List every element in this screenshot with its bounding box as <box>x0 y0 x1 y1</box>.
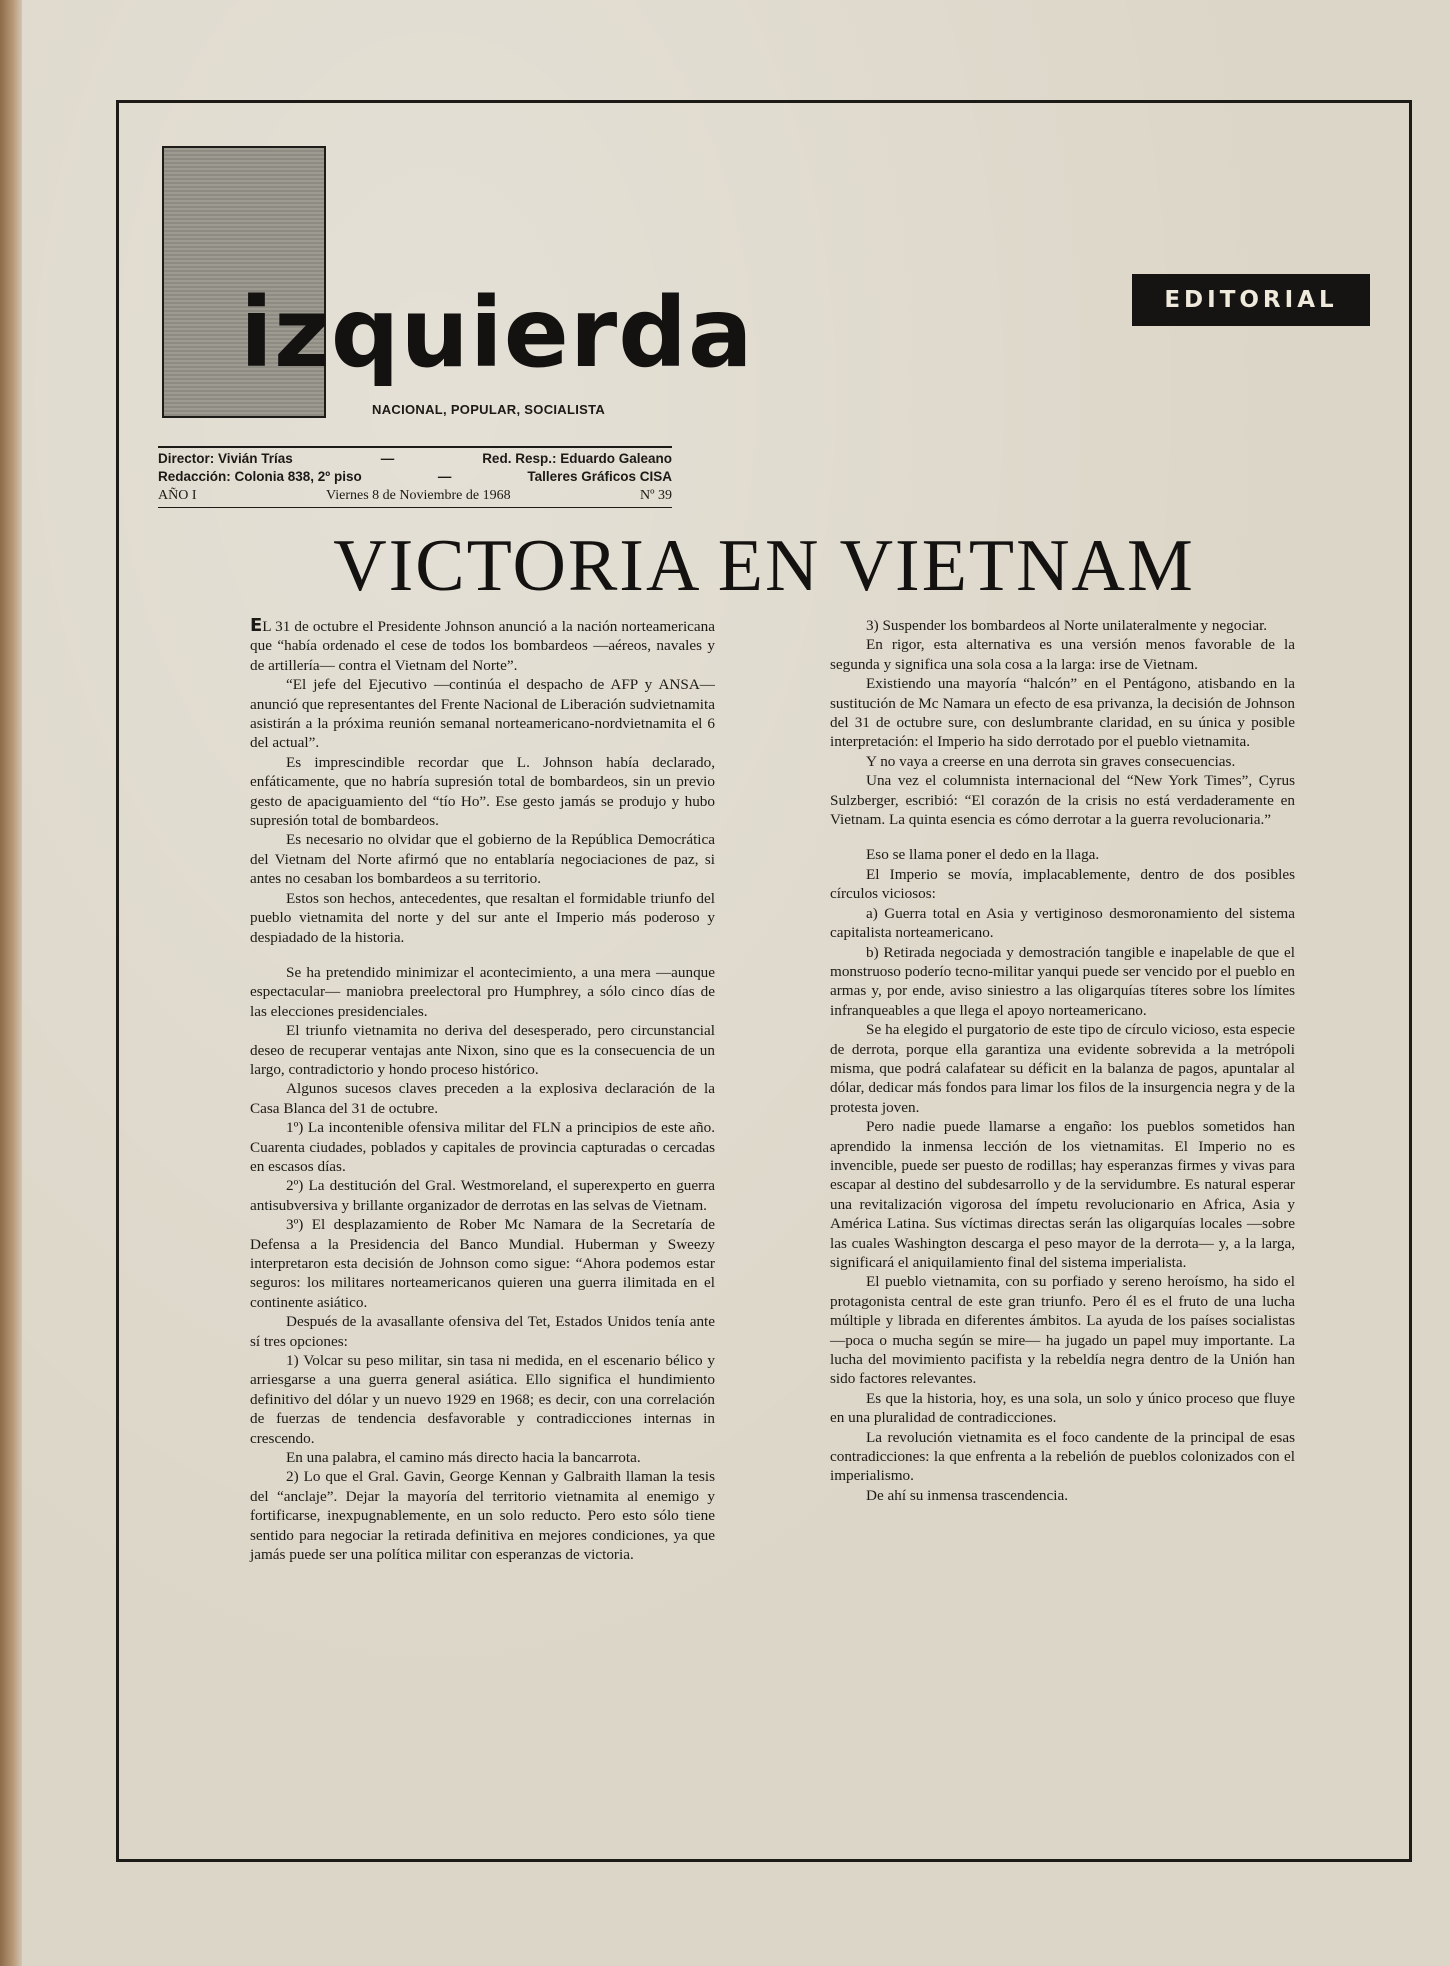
drop-cap: E <box>250 615 263 636</box>
article-paragraph: Después de la avasallante ofensiva del Tet, Estados Unidos tenía ante sí tres opciones: <box>250 1313 715 1350</box>
masthead-logo: izquierda <box>240 277 754 389</box>
article-paragraph: Algunos sucesos claves preceden a la explosiva declaración de la Casa Blanca del 31 de octubre. <box>250 1080 715 1117</box>
article-paragraph: Y no vaya a creerse en una derrota sin graves consecuencias. <box>866 752 1236 770</box>
article-paragraph <box>250 616 715 675</box>
article-paragraph: 2) Lo que el Gral. Gavin, George Kennan y Galbraith llaman la tesis del “anclaje”. Dejar la mayoría del territorio vietnamita al enemigo y fortificarse, inexpugnablemente, en un solo reducto. Pero esto sólo tiene sentido para negociar la retirada definitiva en mejores condiciones, ya que jamás puede ser una política militar con esperanzas de victoria. <box>250 1468 715 1564</box>
article-paragraph: De ahí su inmensa trascendencia. <box>866 1486 1068 1504</box>
article-paragraph: Es necesario no olvidar que el gobierno de la República Democrática del Vietnam del Norte afirmó que no entablaría negociaciones de paz, si antes no cesaban los bombardeos a su territorio. <box>250 831 715 888</box>
page-binding-edge <box>0 0 22 1966</box>
section-label-editorial: EDITORIAL <box>1132 274 1370 326</box>
newsroom-address: Redacción: Colonia 838, 2º piso <box>158 469 362 484</box>
headline: VICTORIA EN VIETNAM <box>333 525 1195 607</box>
article-paragraph: Estos son hechos, antecedentes, que resaltan el formidable triunfo del pueblo vietnamita del norte y del sur ante el Imperio más poderoso y despiadado de la historia. <box>250 889 715 946</box>
masthead-tagline: NACIONAL, POPULAR, SOCIALISTA <box>372 402 606 417</box>
printer-credit: Talleres Gráficos CISA <box>527 469 672 484</box>
article-column-left <box>250 616 715 1565</box>
article-paragraph: Es que la historia, hoy, es una sola, un solo y único proceso que fluye en una pluralidad de contradicciones. <box>830 1389 1295 1427</box>
article-paragraph: La revolución vietnamita es el foco candente de la principal de esas contradicciones: la que enfrenta a la rebelión de pueblos colonizados con el imperialismo. <box>830 1428 1295 1485</box>
article-paragraph: Pero nadie puede llamarse a engaño: los pueblos sometidos han aprendido la inmensa lección de los vietnamitas. El Imperio no es invencible, puede ser puesto de rodillas; hay esperanzas firmes y vivas para escapar al destino del subdesarrollo y de la servidumbre. Es natural esperar una revitalización vigorosa del ímpetu revolucionario en Africa, Asia y América Latina. Sus víctimas directas serán las oligarquías locales —sobre las cuales Washington descarga el peso mayor de la derrota— y, a la larga, significará el aniquilamiento final del sistema imperialista. <box>830 1118 1295 1271</box>
editor-credit: Red. Resp.: Eduardo Galeano <box>482 451 672 466</box>
issue-date: Viernes 8 de Noviembre de 1968 <box>325 488 511 503</box>
article-lead-text: L 31 de octubre el Presidente Johnson anunció a la nación norteamericana que “había ordenado el cese de todos los bombardeos —aéreos, navales y de artillería— contra el Vietnam del Norte”. <box>250 618 715 674</box>
article-paragraph: 1º) La incontenible ofensiva militar del FLN a principios de este año. Cuarenta ciudades, poblados y capitales de provincia capturadas o cercadas en escasos días. <box>250 1119 715 1175</box>
article-paragraph: El Imperio se movía, implacablemente, dentro de dos posibles círculos viciosos: <box>830 865 1295 903</box>
article-paragraph: b) Retirada negociada y demostración tangible e inapelable de que el monstruoso poderío tecno-militar yanqui puede ser vencido por el pueblo en armas y, por ende, aviso siniestro a las oligarquías títeres sobre los límites infranqueables a que llega el apoyo norteamericano. <box>830 943 1295 1019</box>
article-paragraph: El triunfo vietnamita no deriva del desesperado, pero circunstancial deseo de recuperar ventajas ante Nixon, sino que es la consecuencia de un largo, contradictorio y hondo proceso histórico. <box>250 1022 715 1078</box>
article-paragraph: 2º) La destitución del Gral. Westmoreland, el superexperto en guerra antisubversiva y brillante organizador de derrotas en las selvas de Vietnam. <box>250 1177 715 1214</box>
article-paragraph: Existiendo una mayoría “halcón” en el Pentágono, atisbando en la sustitución de Mc Namara un efecto de esa privanza, la decisión de Johnson del 31 de octubre sure, con deslumbrante claridad, en su única y posible interpretación: el Imperio ha sido derrotado por el pueblo vietnamita. <box>830 675 1295 751</box>
address-dash: — <box>437 469 452 484</box>
article-paragraph: En rigor, esta alternativa es una versión menos favorable de la segunda y significa una sola cosa a la larga: irse de Vietnam. <box>830 636 1295 673</box>
article-paragraph: 3) Suspender los bombardeos al Norte unilateralmente y negociar. <box>866 617 1268 634</box>
article-column-right <box>830 616 1295 1505</box>
article-paragraph: Se ha elegido el purgatorio de este tipo de círculo vicioso, esta especie de derrota, porque ella garantiza una evidente sobrevida a la metrópoli misma, que podrá calafatear su déficit en la balanza de pagos, apuntalar al dólar, dedicar más fondos para limar los filos de la insurgencia negra y de la protesta joven. <box>830 1021 1295 1116</box>
article-paragraph: 3º) El desplazamiento de Rober Mc Namara de la Secretaría de Defensa a la Presidencia del Banco Mundial. Huberman y Sweezy interpretaron esta decisión de Johnson como sigue: “Ahora podemos estar seguros: los militares norteamericanos quieren una guerra ilimitada en el continente asiático. <box>250 1216 715 1311</box>
article-paragraph: El pueblo vietnamita, con su porfiado y sereno heroísmo, ha sido el protagonista central de este gran triunfo. Pero él es el fruto de una lucha múltiple y librada en diferentes ámbitos. La ayuda de los países socialistas —poca o mucha según se mire— ha jugado un papel muy importante. La lucha del movimiento pacifista y la rebeldía negra dentro de la Unión han sido factores relevantes. <box>830 1273 1295 1388</box>
issue-year: AÑO I <box>158 488 197 503</box>
credits-line <box>158 450 672 468</box>
article-paragraph: “El jefe del Ejecutivo —continúa el despacho de AFP y ANSA— anunció que representantes del Frente Nacional de Liberación sudvietnamita asistirán a la próxima reunión semanal norteamericano-nordvietnamita el 6 del actual”. <box>250 676 715 752</box>
director-credit: Director: Vivián Trías <box>158 451 293 466</box>
address-line <box>158 468 672 486</box>
credits-dash: — <box>380 451 395 466</box>
issue-line <box>158 487 672 505</box>
article-paragraph: En una palabra, el camino más directo hacia la bancarrota. <box>286 1449 641 1467</box>
article-paragraph: Es imprescindible recordar que L. Johnson había declarado, enfáticamente, que no habría supresión total de bombardeos, sin un previo gesto de apaciguamiento del “tío Ho”. Ese gesto jamás se produjo y hubo supresión total de bombardeos. <box>250 753 715 830</box>
masthead-rule-bottom <box>158 507 672 508</box>
article-paragraph: Se ha pretendido minimizar el acontecimiento, a una mera —aunque espectacular— maniobra preelectoral pro Humphrey, a sólo cinco días de las elecciones presidenciales. <box>250 963 715 1020</box>
article-paragraph: Eso se llama poner el dedo en la llaga. <box>866 846 1100 864</box>
article-paragraph: Una vez el columnista internacional del “New York Times”, Cyrus Sulzberger, escribió: “El corazón de la crisis no está verdaderamente en Vietnam. La quinta esencia es cómo derrotar a la guerra revolucionaria.” <box>830 772 1295 829</box>
article-paragraph: a) Guerra total en Asia y vertiginoso desmoronamiento del sistema capitalista norteamericano. <box>830 904 1295 942</box>
issue-number: Nº 39 <box>640 488 672 503</box>
masthead-rule-top <box>158 446 672 448</box>
article-paragraph: 1) Volcar su peso militar, sin tasa ni medida, en el escenario bélico y arriesgarse a una guerra general asiática. Ello significa el hundimiento definitivo del dólar y un nuevo 1929 en 1968; es decir, con una correlación de fuerzas de tendencia desfavorable y contradicciones internas in crescendo. <box>250 1352 715 1447</box>
